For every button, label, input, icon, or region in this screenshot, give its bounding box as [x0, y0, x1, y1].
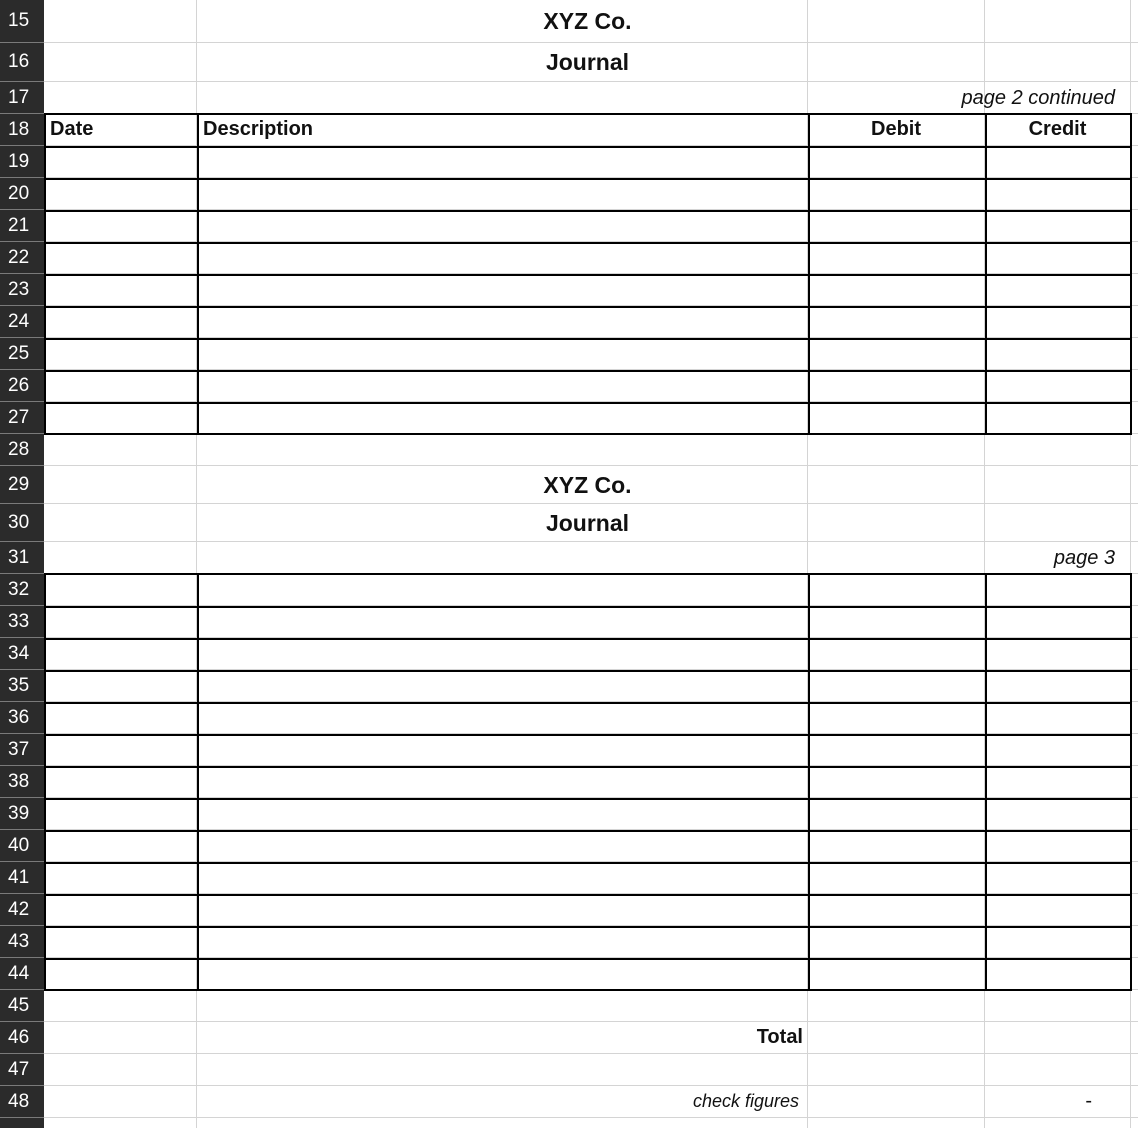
row-28 — [0, 434, 1138, 466]
total-credit-cell[interactable] — [985, 1022, 1131, 1054]
row-17 — [0, 82, 1138, 114]
row-header[interactable]: 45 — [0, 990, 44, 1022]
cell[interactable] — [985, 638, 1131, 670]
cell[interactable] — [1131, 1118, 1138, 1128]
cell[interactable] — [985, 798, 1131, 830]
cell[interactable] — [985, 178, 1131, 210]
cell[interactable] — [44, 1086, 197, 1118]
cell[interactable] — [808, 798, 985, 830]
row-31 — [0, 542, 1138, 574]
cell[interactable] — [808, 670, 985, 702]
row-header[interactable] — [0, 1118, 44, 1128]
cell[interactable] — [1131, 338, 1138, 370]
row-46 — [0, 1022, 1138, 1054]
cell[interactable] — [985, 434, 1131, 466]
cell[interactable] — [197, 798, 808, 830]
cell[interactable] — [1131, 0, 1138, 43]
row-header[interactable]: 21 — [0, 210, 44, 242]
cell[interactable] — [808, 606, 985, 638]
cell[interactable] — [197, 670, 808, 702]
cell[interactable] — [44, 146, 197, 178]
cell[interactable] — [985, 894, 1131, 926]
cell[interactable] — [44, 542, 197, 574]
cell[interactable] — [44, 894, 197, 926]
row-41 — [0, 862, 1138, 894]
row-16 — [0, 43, 1138, 82]
cell[interactable] — [44, 670, 197, 702]
row-40 — [0, 830, 1138, 862]
cell[interactable] — [1131, 734, 1138, 766]
cell[interactable] — [1131, 178, 1138, 210]
cell[interactable] — [985, 146, 1131, 178]
cell[interactable] — [197, 542, 808, 574]
row-header[interactable]: 44 — [0, 958, 44, 990]
row-header[interactable]: 23 — [0, 274, 44, 306]
cell[interactable] — [1131, 830, 1138, 862]
cell[interactable] — [44, 990, 197, 1022]
cell[interactable] — [1131, 1054, 1138, 1086]
row-header[interactable]: 41 — [0, 862, 44, 894]
row-header[interactable]: 33 — [0, 606, 44, 638]
cell[interactable] — [44, 338, 197, 370]
cell[interactable] — [985, 306, 1131, 338]
cell[interactable] — [1131, 958, 1138, 990]
cell[interactable] — [808, 274, 985, 306]
row-19 — [0, 146, 1138, 178]
cell[interactable] — [808, 542, 985, 574]
cell[interactable] — [197, 894, 808, 926]
cell[interactable] — [985, 926, 1131, 958]
cell[interactable] — [197, 1054, 808, 1086]
check-figures-label[interactable]: check figures — [197, 1086, 808, 1118]
row-header[interactable]: 20 — [0, 178, 44, 210]
cell[interactable] — [808, 1086, 985, 1118]
row-header[interactable]: 47 — [0, 1054, 44, 1086]
cell[interactable] — [44, 798, 197, 830]
cell[interactable] — [808, 242, 985, 274]
cell[interactable] — [44, 702, 197, 734]
cell[interactable] — [1131, 43, 1138, 82]
cell[interactable] — [197, 242, 808, 274]
cell[interactable] — [197, 990, 808, 1022]
cell[interactable] — [44, 1054, 197, 1086]
cell[interactable] — [44, 210, 197, 242]
row-header[interactable]: 15 — [0, 0, 44, 43]
cell[interactable] — [985, 242, 1131, 274]
cell[interactable] — [985, 830, 1131, 862]
row-header[interactable]: 35 — [0, 670, 44, 702]
row-30 — [0, 504, 1138, 542]
cell[interactable] — [985, 274, 1131, 306]
cell[interactable] — [1131, 798, 1138, 830]
row-20 — [0, 178, 1138, 210]
row-header[interactable]: 38 — [0, 766, 44, 798]
row-header[interactable]: 39 — [0, 798, 44, 830]
row-32 — [0, 574, 1138, 606]
cell[interactable] — [1131, 370, 1138, 402]
row-23 — [0, 274, 1138, 306]
row-header[interactable]: 24 — [0, 306, 44, 338]
cell[interactable] — [808, 178, 985, 210]
row-39 — [0, 798, 1138, 830]
cell[interactable] — [197, 370, 808, 402]
cell[interactable] — [1131, 402, 1138, 434]
row-33 — [0, 606, 1138, 638]
cell[interactable] — [1131, 990, 1138, 1022]
cell[interactable] — [1131, 574, 1138, 606]
cell[interactable] — [1131, 894, 1138, 926]
row-header[interactable]: 43 — [0, 926, 44, 958]
cell[interactable] — [197, 434, 808, 466]
cell[interactable] — [44, 734, 197, 766]
cell[interactable] — [808, 958, 985, 990]
cell[interactable] — [808, 734, 985, 766]
cell[interactable] — [197, 82, 808, 114]
cell[interactable] — [197, 274, 808, 306]
cell[interactable] — [44, 402, 197, 434]
cell[interactable] — [44, 606, 197, 638]
row-header[interactable]: 16 — [0, 43, 44, 82]
cell[interactable] — [808, 990, 985, 1022]
cell[interactable] — [1131, 274, 1138, 306]
cell[interactable] — [808, 338, 985, 370]
cell[interactable] — [1131, 210, 1138, 242]
cell[interactable] — [44, 1118, 197, 1128]
cell[interactable] — [985, 210, 1131, 242]
check-figures-value[interactable]: - — [985, 1086, 1131, 1118]
cell[interactable] — [808, 1054, 985, 1086]
row-header[interactable]: 27 — [0, 402, 44, 434]
cell[interactable] — [985, 574, 1131, 606]
row-header[interactable]: 17 — [0, 82, 44, 114]
cell[interactable] — [197, 574, 808, 606]
row-header[interactable]: 28 — [0, 434, 44, 466]
row-header[interactable]: 22 — [0, 242, 44, 274]
company-name-1[interactable]: XYZ Co. — [543, 8, 632, 34]
cell[interactable] — [808, 766, 985, 798]
cell[interactable] — [1131, 466, 1138, 504]
cell[interactable] — [197, 178, 808, 210]
total-debit-cell[interactable] — [808, 1022, 985, 1054]
cell[interactable] — [985, 734, 1131, 766]
row-25 — [0, 338, 1138, 370]
cell[interactable] — [985, 990, 1131, 1022]
cell[interactable] — [197, 210, 808, 242]
row-header[interactable]: 34 — [0, 638, 44, 670]
row-header[interactable]: 19 — [0, 146, 44, 178]
row-header[interactable]: 37 — [0, 734, 44, 766]
cell[interactable] — [197, 402, 808, 434]
cell[interactable] — [1131, 434, 1138, 466]
row-44 — [0, 958, 1138, 990]
cell[interactable] — [44, 862, 197, 894]
row-15 — [0, 0, 1138, 43]
cell[interactable] — [44, 434, 197, 466]
cell[interactable] — [808, 830, 985, 862]
cell[interactable] — [1131, 82, 1138, 114]
cell[interactable] — [808, 926, 985, 958]
row-35 — [0, 670, 1138, 702]
journal-title-1[interactable]: Journal — [545, 49, 630, 75]
cell[interactable] — [197, 958, 808, 990]
total-label[interactable]: Total — [197, 1022, 808, 1054]
row-48 — [0, 1086, 1138, 1118]
row-header[interactable]: 42 — [0, 894, 44, 926]
row-37 — [0, 734, 1138, 766]
cell[interactable] — [985, 1054, 1131, 1086]
row-header[interactable]: 30 — [0, 504, 44, 542]
cell[interactable] — [197, 146, 808, 178]
description-header[interactable]: Description — [197, 114, 808, 146]
cell[interactable] — [1131, 1022, 1138, 1054]
row-header[interactable]: 48 — [0, 1086, 44, 1118]
cell[interactable] — [1131, 542, 1138, 574]
cell[interactable] — [985, 766, 1131, 798]
cell[interactable] — [1131, 146, 1138, 178]
row-34 — [0, 638, 1138, 670]
cell[interactable] — [44, 958, 197, 990]
row-22 — [0, 242, 1138, 274]
debit-header[interactable]: Debit — [808, 114, 985, 146]
cell[interactable] — [808, 210, 985, 242]
cell[interactable] — [808, 402, 985, 434]
cell[interactable] — [197, 766, 808, 798]
cell[interactable] — [44, 82, 197, 114]
cell[interactable] — [985, 606, 1131, 638]
cell[interactable] — [1131, 766, 1138, 798]
cell[interactable] — [1131, 504, 1138, 542]
cell[interactable] — [808, 146, 985, 178]
cell[interactable] — [44, 766, 197, 798]
cell[interactable] — [197, 306, 808, 338]
cell[interactable] — [985, 702, 1131, 734]
cell[interactable] — [197, 926, 808, 958]
cell[interactable] — [808, 862, 985, 894]
row-21 — [0, 210, 1138, 242]
row-42 — [0, 894, 1138, 926]
row-header[interactable]: 29 — [0, 466, 44, 504]
cell[interactable] — [44, 1022, 197, 1054]
row-29 — [0, 466, 1138, 504]
row-header[interactable]: 18 — [0, 114, 44, 146]
row-26 — [0, 370, 1138, 402]
cell[interactable] — [44, 574, 197, 606]
cell[interactable] — [808, 370, 985, 402]
row-36 — [0, 702, 1138, 734]
cell[interactable] — [808, 434, 985, 466]
cell[interactable] — [197, 702, 808, 734]
cell[interactable] — [985, 1118, 1131, 1128]
cell[interactable] — [808, 638, 985, 670]
cell[interactable] — [44, 370, 197, 402]
cell[interactable] — [44, 926, 197, 958]
cell[interactable] — [1131, 862, 1138, 894]
cell[interactable] — [1131, 1086, 1138, 1118]
cell[interactable] — [44, 830, 197, 862]
cell[interactable] — [197, 830, 808, 862]
row-24 — [0, 306, 1138, 338]
cell[interactable] — [44, 306, 197, 338]
row-18 — [0, 114, 1138, 146]
row-header[interactable]: 32 — [0, 574, 44, 606]
page-label-1[interactable]: page 2 continued — [961, 86, 1115, 109]
row-38 — [0, 766, 1138, 798]
company-name-2[interactable]: XYZ Co. — [543, 471, 632, 498]
cell[interactable] — [1131, 638, 1138, 670]
cell[interactable] — [197, 862, 808, 894]
cell[interactable] — [197, 1118, 808, 1128]
cell[interactable] — [1131, 606, 1138, 638]
cell[interactable] — [1131, 114, 1138, 146]
row-header[interactable]: 31 — [0, 542, 44, 574]
row-47 — [0, 1054, 1138, 1086]
row-49-partial — [0, 1118, 1138, 1128]
row-header[interactable]: 25 — [0, 338, 44, 370]
cell[interactable] — [197, 338, 808, 370]
cell[interactable] — [197, 734, 808, 766]
row-27 — [0, 402, 1138, 434]
cell[interactable] — [1131, 242, 1138, 274]
cell[interactable] — [985, 338, 1131, 370]
row-header[interactable]: 26 — [0, 370, 44, 402]
cell[interactable] — [44, 178, 197, 210]
cell[interactable] — [808, 702, 985, 734]
cell[interactable] — [808, 1118, 985, 1128]
cell[interactable] — [985, 670, 1131, 702]
row-43 — [0, 926, 1138, 958]
cell[interactable] — [985, 862, 1131, 894]
cell[interactable] — [985, 402, 1131, 434]
row-header[interactable]: 46 — [0, 1022, 44, 1054]
row-45 — [0, 990, 1138, 1022]
cell[interactable] — [44, 638, 197, 670]
cell[interactable] — [1131, 670, 1138, 702]
cell[interactable] — [197, 606, 808, 638]
row-header[interactable]: 36 — [0, 702, 44, 734]
cell[interactable] — [1131, 702, 1138, 734]
cell[interactable] — [985, 958, 1131, 990]
cell[interactable] — [808, 574, 985, 606]
credit-header[interactable]: Credit — [985, 114, 1131, 146]
cell[interactable] — [808, 894, 985, 926]
cell[interactable] — [1131, 306, 1138, 338]
cell[interactable] — [1131, 926, 1138, 958]
journal-title-2[interactable]: Journal — [545, 509, 630, 536]
row-header[interactable]: 40 — [0, 830, 44, 862]
cell[interactable] — [985, 370, 1131, 402]
cell[interactable] — [44, 274, 197, 306]
date-header[interactable]: Date — [44, 114, 197, 146]
cell[interactable] — [808, 306, 985, 338]
page-label-2[interactable]: page 3 — [1053, 546, 1115, 569]
cell[interactable] — [197, 638, 808, 670]
cell[interactable] — [44, 242, 197, 274]
